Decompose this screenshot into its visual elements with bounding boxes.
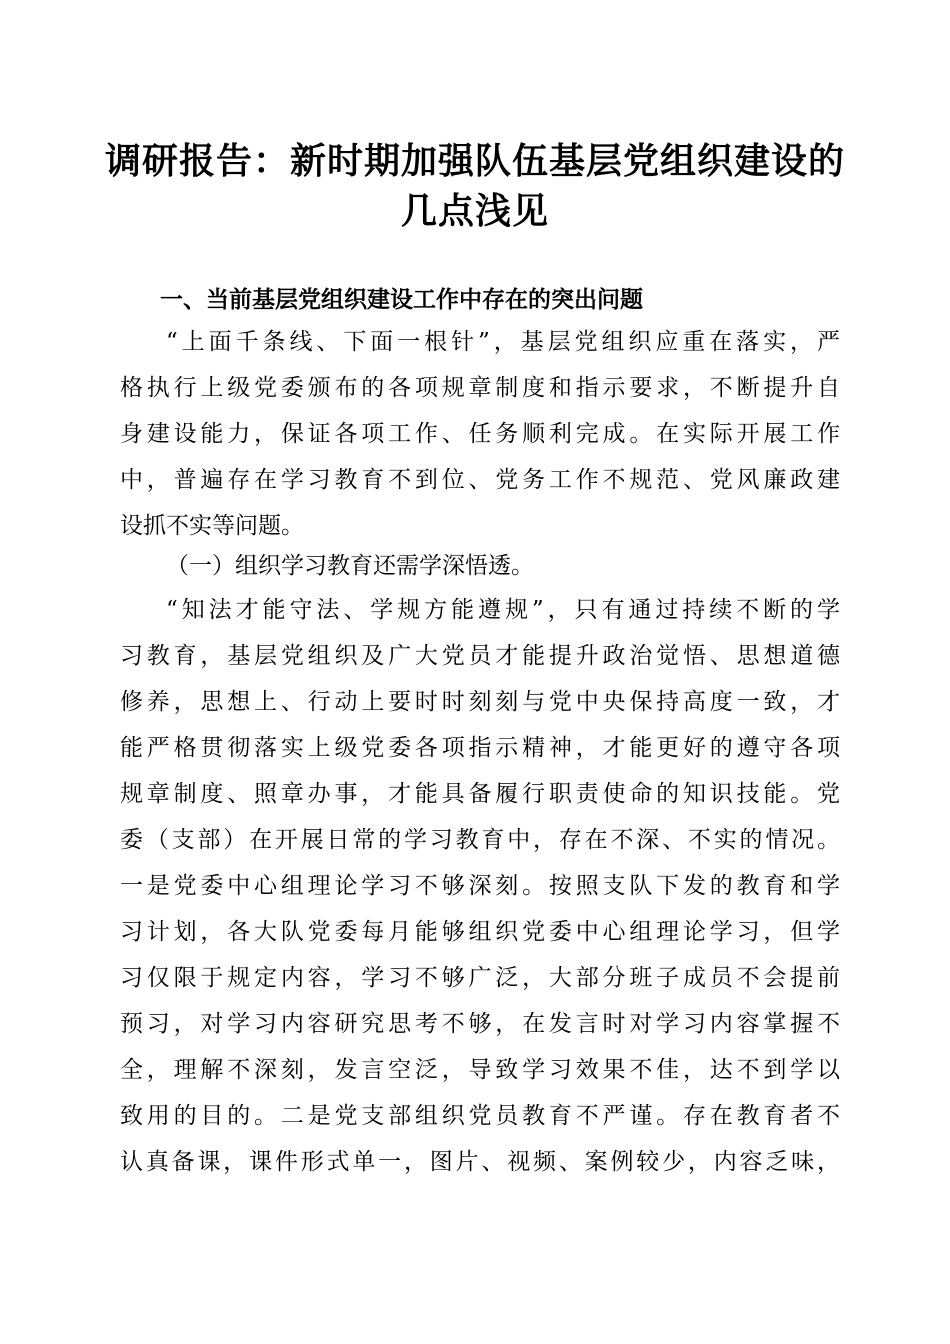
paragraph-line: 致用的目的。二是党支部组织党员教育不严谨。存在教育者不 [120, 1103, 840, 1129]
paragraph-line: 认真备课，课件形式单一，图片、视频、案例较少，内容乏味， [120, 1149, 840, 1175]
section-heading: 一、当前基层党组织建设工作中存在的突出问题 [160, 287, 643, 313]
paragraph-line: 设抓不实等问题。 [120, 513, 304, 539]
paragraph-line: 预习，对学习内容研究思考不够，在发言时对学习内容掌握不 [120, 1011, 840, 1037]
paragraph-line: 中，普遍存在学习教育不到位、党务工作不规范、党风廉政建 [120, 467, 840, 493]
paragraph-line: 格执行上级党委颁布的各项规章制度和指示要求，不断提升自 [120, 375, 840, 401]
paragraph-line: 身建设能力，保证各项工作、任务顺利完成。在实际开展工作 [120, 421, 840, 447]
paragraph-line: 习计划，各大队党委每月能够组织党委中心组理论学习，但学 [120, 919, 840, 945]
paragraph-line: 修养，思想上、行动上要时时刻刻与党中央保持高度一致，才 [120, 689, 840, 715]
paragraph-line: “上面千条线、下面一根针”，基层党组织应重在落实，严 [166, 329, 840, 355]
paragraph-line: 一是党委中心组理论学习不够深刻。按照支队下发的教育和学 [120, 873, 840, 899]
paragraph-line: “知法才能守法、学规方能遵规”，只有通过持续不断的学 [166, 597, 840, 623]
paragraph-line: 规章制度、照章办事，才能具备履行职责使命的知识技能。党 [120, 781, 840, 807]
title-line: 几点浅见 [400, 190, 549, 232]
subheading: （一）组织学习教育还需学深悟透。 [166, 553, 534, 579]
document-title [90, 136, 860, 236]
paragraph-line: 能严格贯彻落实上级党委各项指示精神，才能更好的遵守各项 [120, 735, 840, 761]
title-line: 调研报告：新时期加强队伍基层党组织建设的 [104, 140, 845, 182]
paragraph-line: 习仅限于规定内容，学习不够广泛，大部分班子成员不会提前 [120, 965, 840, 991]
paragraph-line: 习教育，基层党组织及广大党员才能提升政治觉悟、思想道德 [120, 643, 840, 669]
paragraph-line: 全，理解不深刻，发言空泛，导致学习效果不佳，达不到学以 [120, 1057, 840, 1083]
paragraph-line: 委（支部）在开展日常的学习教育中，存在不深、不实的情况。 [120, 827, 840, 853]
